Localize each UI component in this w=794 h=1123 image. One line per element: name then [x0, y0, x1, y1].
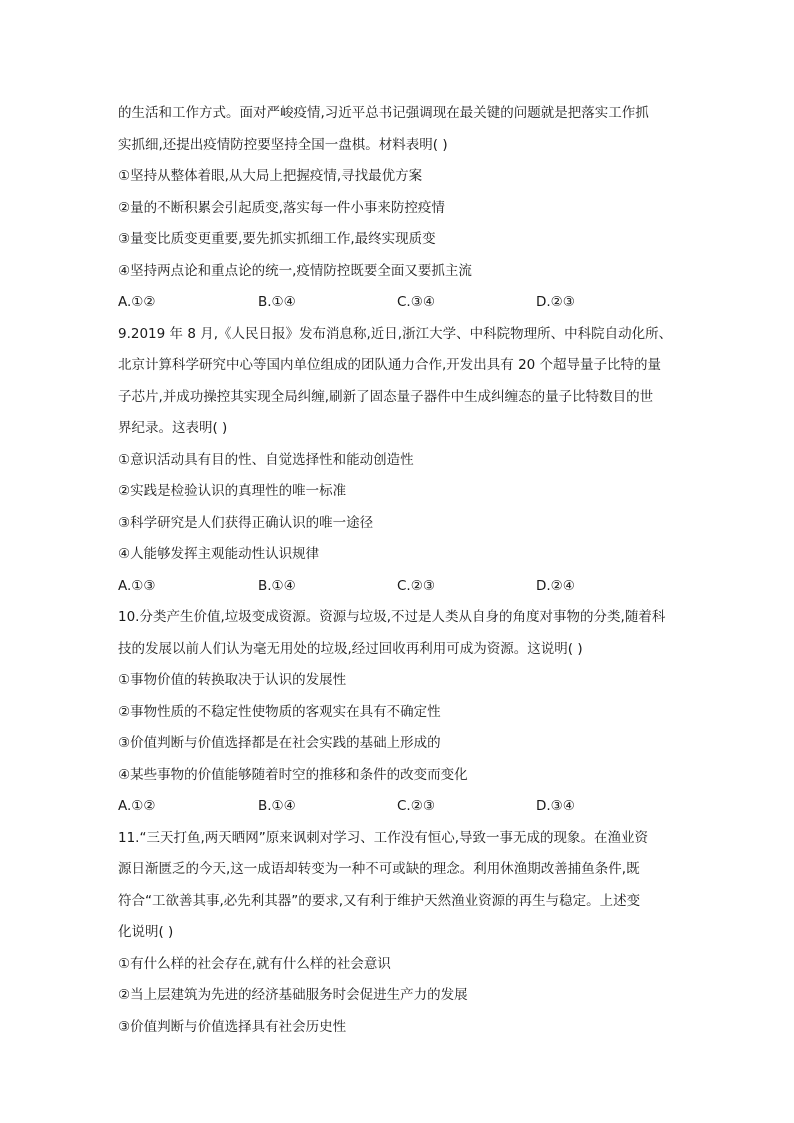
- answer-choices: [118, 287, 678, 319]
- statement-option: ②量的不断积累会引起质变,落实每一件小事来防控疫情: [118, 199, 445, 216]
- answer-choice: C.③④: [397, 294, 435, 310]
- stem-line: 化说明( ): [118, 924, 174, 940]
- statement-option: ②实践是检验认识的真理性的唯一标准: [118, 483, 347, 499]
- question-stem: [118, 98, 678, 161]
- stem-line: 10.分类产生价值,垃圾变成资源。资源与垃圾,不过是人类从自身的角度对事物的分类,随着科: [118, 609, 666, 625]
- stem-line: 界纪录。这表明( ): [118, 420, 228, 436]
- stem-line: 的生活和工作方式。面对严峻疫情,习近平总书记强调现在最关键的问题就是把落实工作抓: [118, 105, 649, 121]
- stem-line: 北京计算科学研究中心等国内单位组成的团队通力合作,开发出具有 20 个超导量子比特的量: [118, 357, 662, 373]
- statement-option: ①意识活动具有目的性、自觉选择性和能动创造性: [118, 451, 414, 468]
- answer-choices: [118, 791, 678, 823]
- stem-line: 11.“三天打鱼,两天晒网”原来讽刺对学习、工作没有恒心,导致一事无成的现象。在渔业资: [118, 829, 649, 846]
- answer-choice: D.②③: [536, 294, 575, 310]
- statement-option: ③量变比质变更重要,要先抓实抓细工作,最终实现质变: [118, 231, 436, 247]
- answer-choice: B.①④: [258, 577, 296, 594]
- stem-line: 技的发展以前人们认为毫无用处的垃圾,经过回收再利用可成为资源。这说明( ): [118, 640, 583, 657]
- document-page: [118, 98, 678, 1043]
- stem-line: 子芯片,并成功操控其实现全局纠缠,刷新了固态量子器件中生成纠缠态的量子比特数目的世: [118, 388, 654, 405]
- answer-choice: D.②④: [536, 577, 575, 594]
- statement-option: ④某些事物的价值能够随着时空的推移和条件的改变而变化: [118, 766, 468, 783]
- question-stem: [118, 319, 678, 445]
- statement-option: ④人能够发挥主观能动性认识规律: [118, 546, 320, 562]
- statement-option: ③价值判断与价值选择具有社会历史性: [118, 1018, 347, 1035]
- statement-option: ①事物价值的转换取决于认识的发展性: [118, 672, 347, 688]
- statement-option: ①坚持从整体着眼,从大局上把握疫情,寻找最优方案: [118, 168, 423, 184]
- answer-choice: A.①②: [118, 294, 156, 310]
- answer-choices: [118, 571, 678, 603]
- stem-line: 符合“工欲善其事,必先利其器”的要求,又有利于维护天然渔业资源的再生与稳定。上述变: [118, 892, 641, 909]
- statement-option: ②事物性质的不稳定性使物质的客观实在具有不确定性: [118, 703, 441, 720]
- statement-option: ③科学研究是人们获得正确认识的唯一途径: [118, 514, 374, 531]
- question-stem: [118, 602, 678, 665]
- statement-option: ②当上层建筑为先进的经济基础服务时会促进生产力的发展: [118, 987, 468, 1003]
- question-stem: [118, 823, 678, 949]
- statement-option: ③价值判断与价值选择都是在社会实践的基础上形成的: [118, 735, 441, 751]
- answer-choice: B.①④: [258, 294, 296, 310]
- answer-choice: A.①②: [118, 798, 156, 814]
- answer-choice: A.①③: [118, 577, 156, 594]
- stem-line: 实抓细,还提出疫情防控要坚持全国一盘棋。材料表明( ): [118, 136, 448, 153]
- answer-choice: C.②③: [397, 577, 435, 594]
- stem-line: 源日渐匮乏的今天,这一成语却转变为一种不可或缺的理念。利用休渔期改善捕鱼条件,既: [118, 861, 640, 877]
- statement-option: ④坚持两点论和重点论的统一,疫情防控既要全面又要抓主流: [118, 262, 472, 279]
- answer-choice: C.②③: [397, 798, 435, 814]
- statement-option: ①有什么样的社会存在,就有什么样的社会意识: [118, 955, 391, 972]
- answer-choice: D.③④: [536, 798, 575, 814]
- answer-choice: B.①④: [258, 798, 296, 814]
- stem-line: 9.2019 年 8 月,《人民日报》发布消息称,近日,浙江大学、中科院物理所、中科院自动化所、: [118, 325, 673, 342]
